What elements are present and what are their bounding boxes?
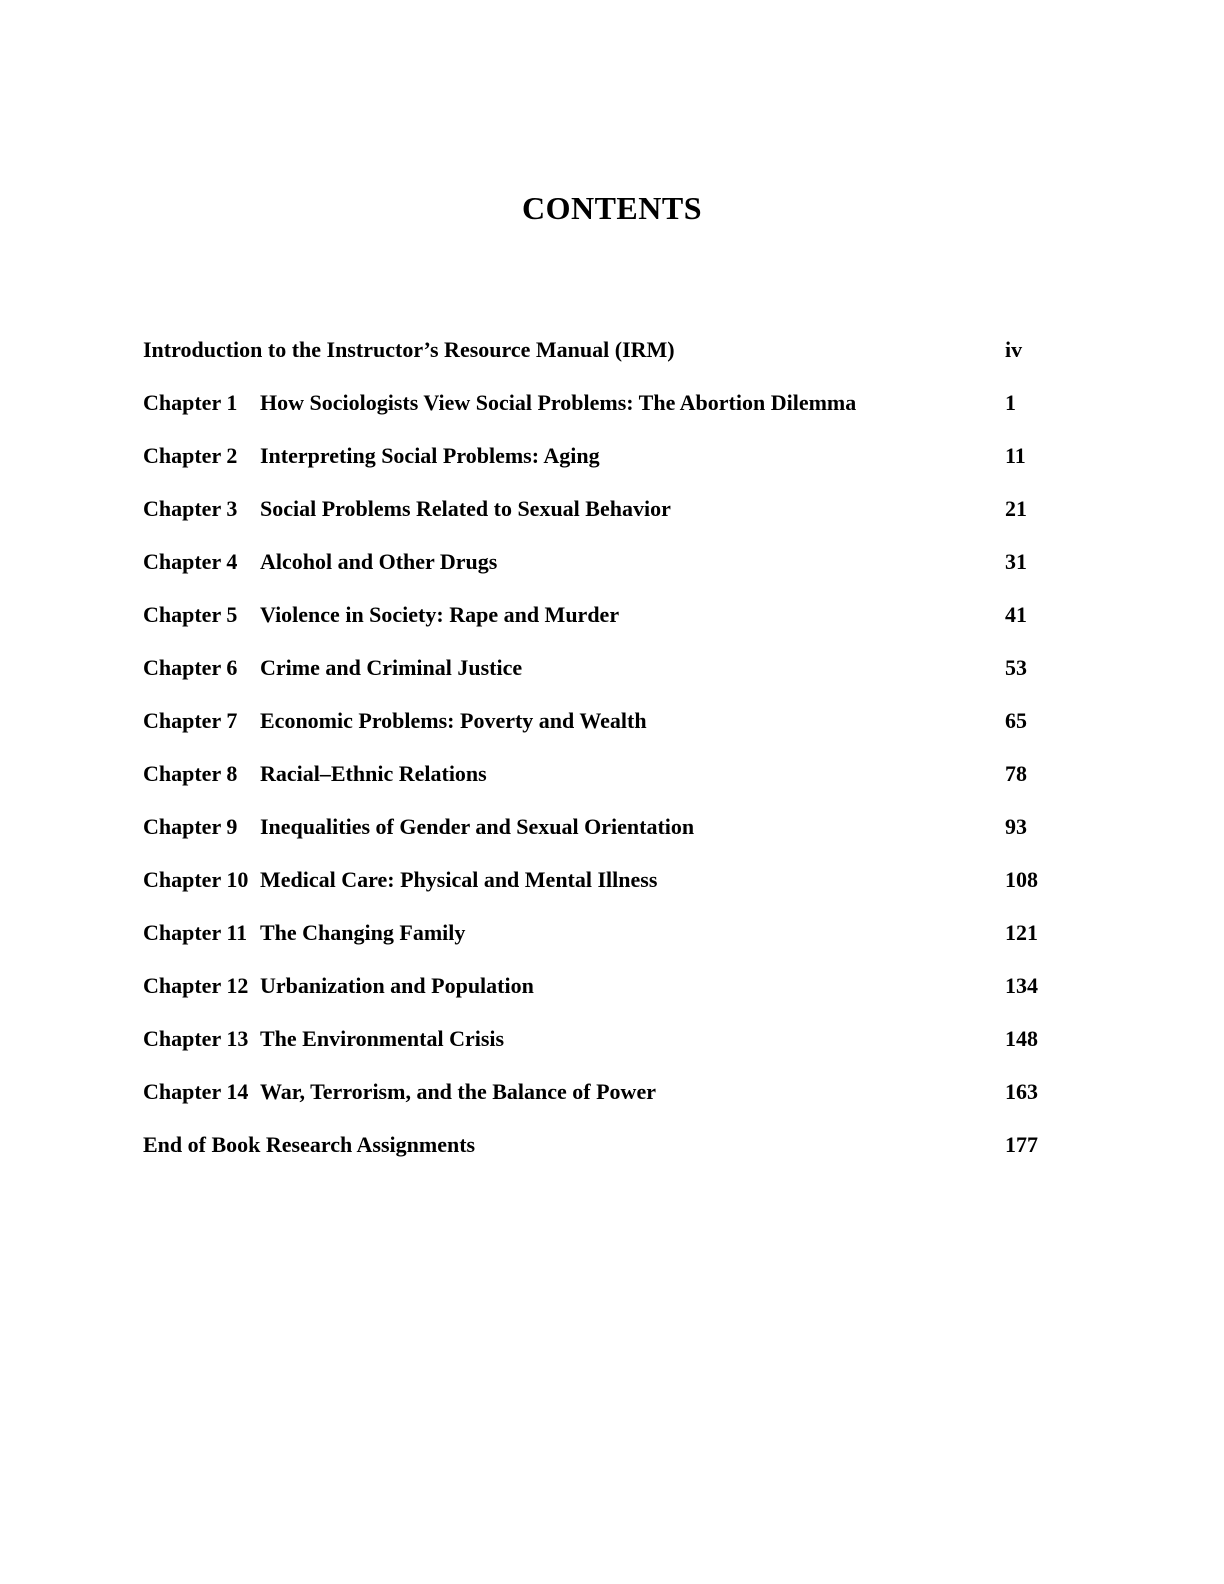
toc-entry-page-number: 65	[1005, 708, 1027, 733]
toc-entry-page-number: 78	[1005, 761, 1027, 786]
toc-entry-page-number: 1	[1005, 390, 1016, 415]
toc-entry-chapter-label: Chapter 3	[143, 496, 238, 521]
toc-entry-page-number: 31	[1005, 549, 1027, 574]
toc-entry	[143, 1078, 1124, 1131]
toc-entry	[143, 442, 1124, 495]
toc-entry-title: Alcohol and Other Drugs	[260, 549, 498, 574]
toc-entry-chapter-label: Chapter 14	[143, 1079, 249, 1104]
toc-entry-chapter-label: Chapter 4	[143, 549, 238, 574]
toc-entry	[143, 1131, 1124, 1184]
toc-entry-chapter-label: Chapter 1	[143, 390, 238, 415]
toc-entry-page-number: iv	[1005, 337, 1023, 362]
toc-entry-page-number: 108	[1005, 867, 1038, 892]
toc-entry	[143, 760, 1124, 813]
toc-entry	[143, 495, 1124, 548]
toc-entry	[143, 389, 1124, 442]
toc-entry-page-number: 41	[1005, 602, 1027, 627]
toc-entry-page-number: 11	[1005, 443, 1026, 468]
toc-list	[0, 336, 1224, 1184]
toc-entry-title: Interpreting Social Problems: Aging	[260, 443, 600, 468]
toc-entry-chapter-label: Chapter 7	[143, 708, 238, 733]
toc-entry-chapter-label: Chapter 11	[143, 920, 248, 945]
toc-entry-chapter-label: Chapter 6	[143, 655, 238, 680]
toc-entry	[143, 919, 1124, 972]
toc-entry-title: Introduction to the Instructor’s Resource Manual (IRM)	[143, 337, 675, 362]
toc-entry-page-number: 21	[1005, 496, 1027, 521]
toc-entry-chapter-label: Chapter 9	[143, 814, 238, 839]
toc-entry-title: Medical Care: Physical and Mental Illness	[260, 867, 658, 892]
toc-entry-chapter-label: Chapter 13	[143, 1026, 249, 1051]
toc-entry-page-number: 121	[1005, 920, 1038, 945]
toc-entry	[143, 1025, 1124, 1078]
toc-entry-page-number: 177	[1005, 1132, 1038, 1157]
toc-entry	[143, 972, 1124, 1025]
toc-entry	[143, 866, 1124, 919]
toc-entry-title: End of Book Research Assignments	[143, 1132, 476, 1157]
toc-entry-page-number: 163	[1005, 1079, 1038, 1104]
toc-entry	[143, 813, 1124, 866]
toc-entry	[143, 548, 1124, 601]
toc-entry-title: Violence in Society: Rape and Murder	[260, 602, 620, 627]
toc-entry-page-number: 53	[1005, 655, 1027, 680]
toc-entry	[143, 601, 1124, 654]
toc-entry-chapter-label: Chapter 12	[143, 973, 249, 998]
toc-entry-chapter-label: Chapter 10	[143, 867, 249, 892]
toc-entry-page-number: 93	[1005, 814, 1027, 839]
toc-entry-title: Economic Problems: Poverty and Wealth	[260, 708, 647, 733]
toc-entry-title: The Changing Family	[260, 920, 466, 945]
toc-entry-page-number: 148	[1005, 1026, 1038, 1051]
toc-entry-title: Social Problems Related to Sexual Behavior	[260, 496, 671, 521]
toc-entry	[143, 654, 1124, 707]
toc-entry-title: How Sociologists View Social Problems: The Abortion Dilemma	[260, 390, 857, 415]
toc-entry-title: War, Terrorism, and the Balance of Power	[260, 1079, 656, 1104]
toc-entry	[143, 707, 1124, 760]
toc-entry-title: Urbanization and Population	[260, 973, 534, 998]
toc-entry-title: Racial–Ethnic Relations	[260, 761, 487, 786]
toc-entry-page-number: 134	[1005, 973, 1038, 998]
toc-entry-chapter-label: Chapter 2	[143, 443, 238, 468]
toc-entry-title: Inequalities of Gender and Sexual Orientation	[260, 814, 695, 839]
toc-entry-title: Crime and Criminal Justice	[260, 655, 523, 680]
toc-entry	[143, 336, 1124, 389]
page-title: CONTENTS	[521, 190, 703, 226]
toc-entry-chapter-label: Chapter 5	[143, 602, 238, 627]
toc-entry-chapter-label: Chapter 8	[143, 761, 238, 786]
toc-entry-title: The Environmental Crisis	[260, 1026, 505, 1051]
